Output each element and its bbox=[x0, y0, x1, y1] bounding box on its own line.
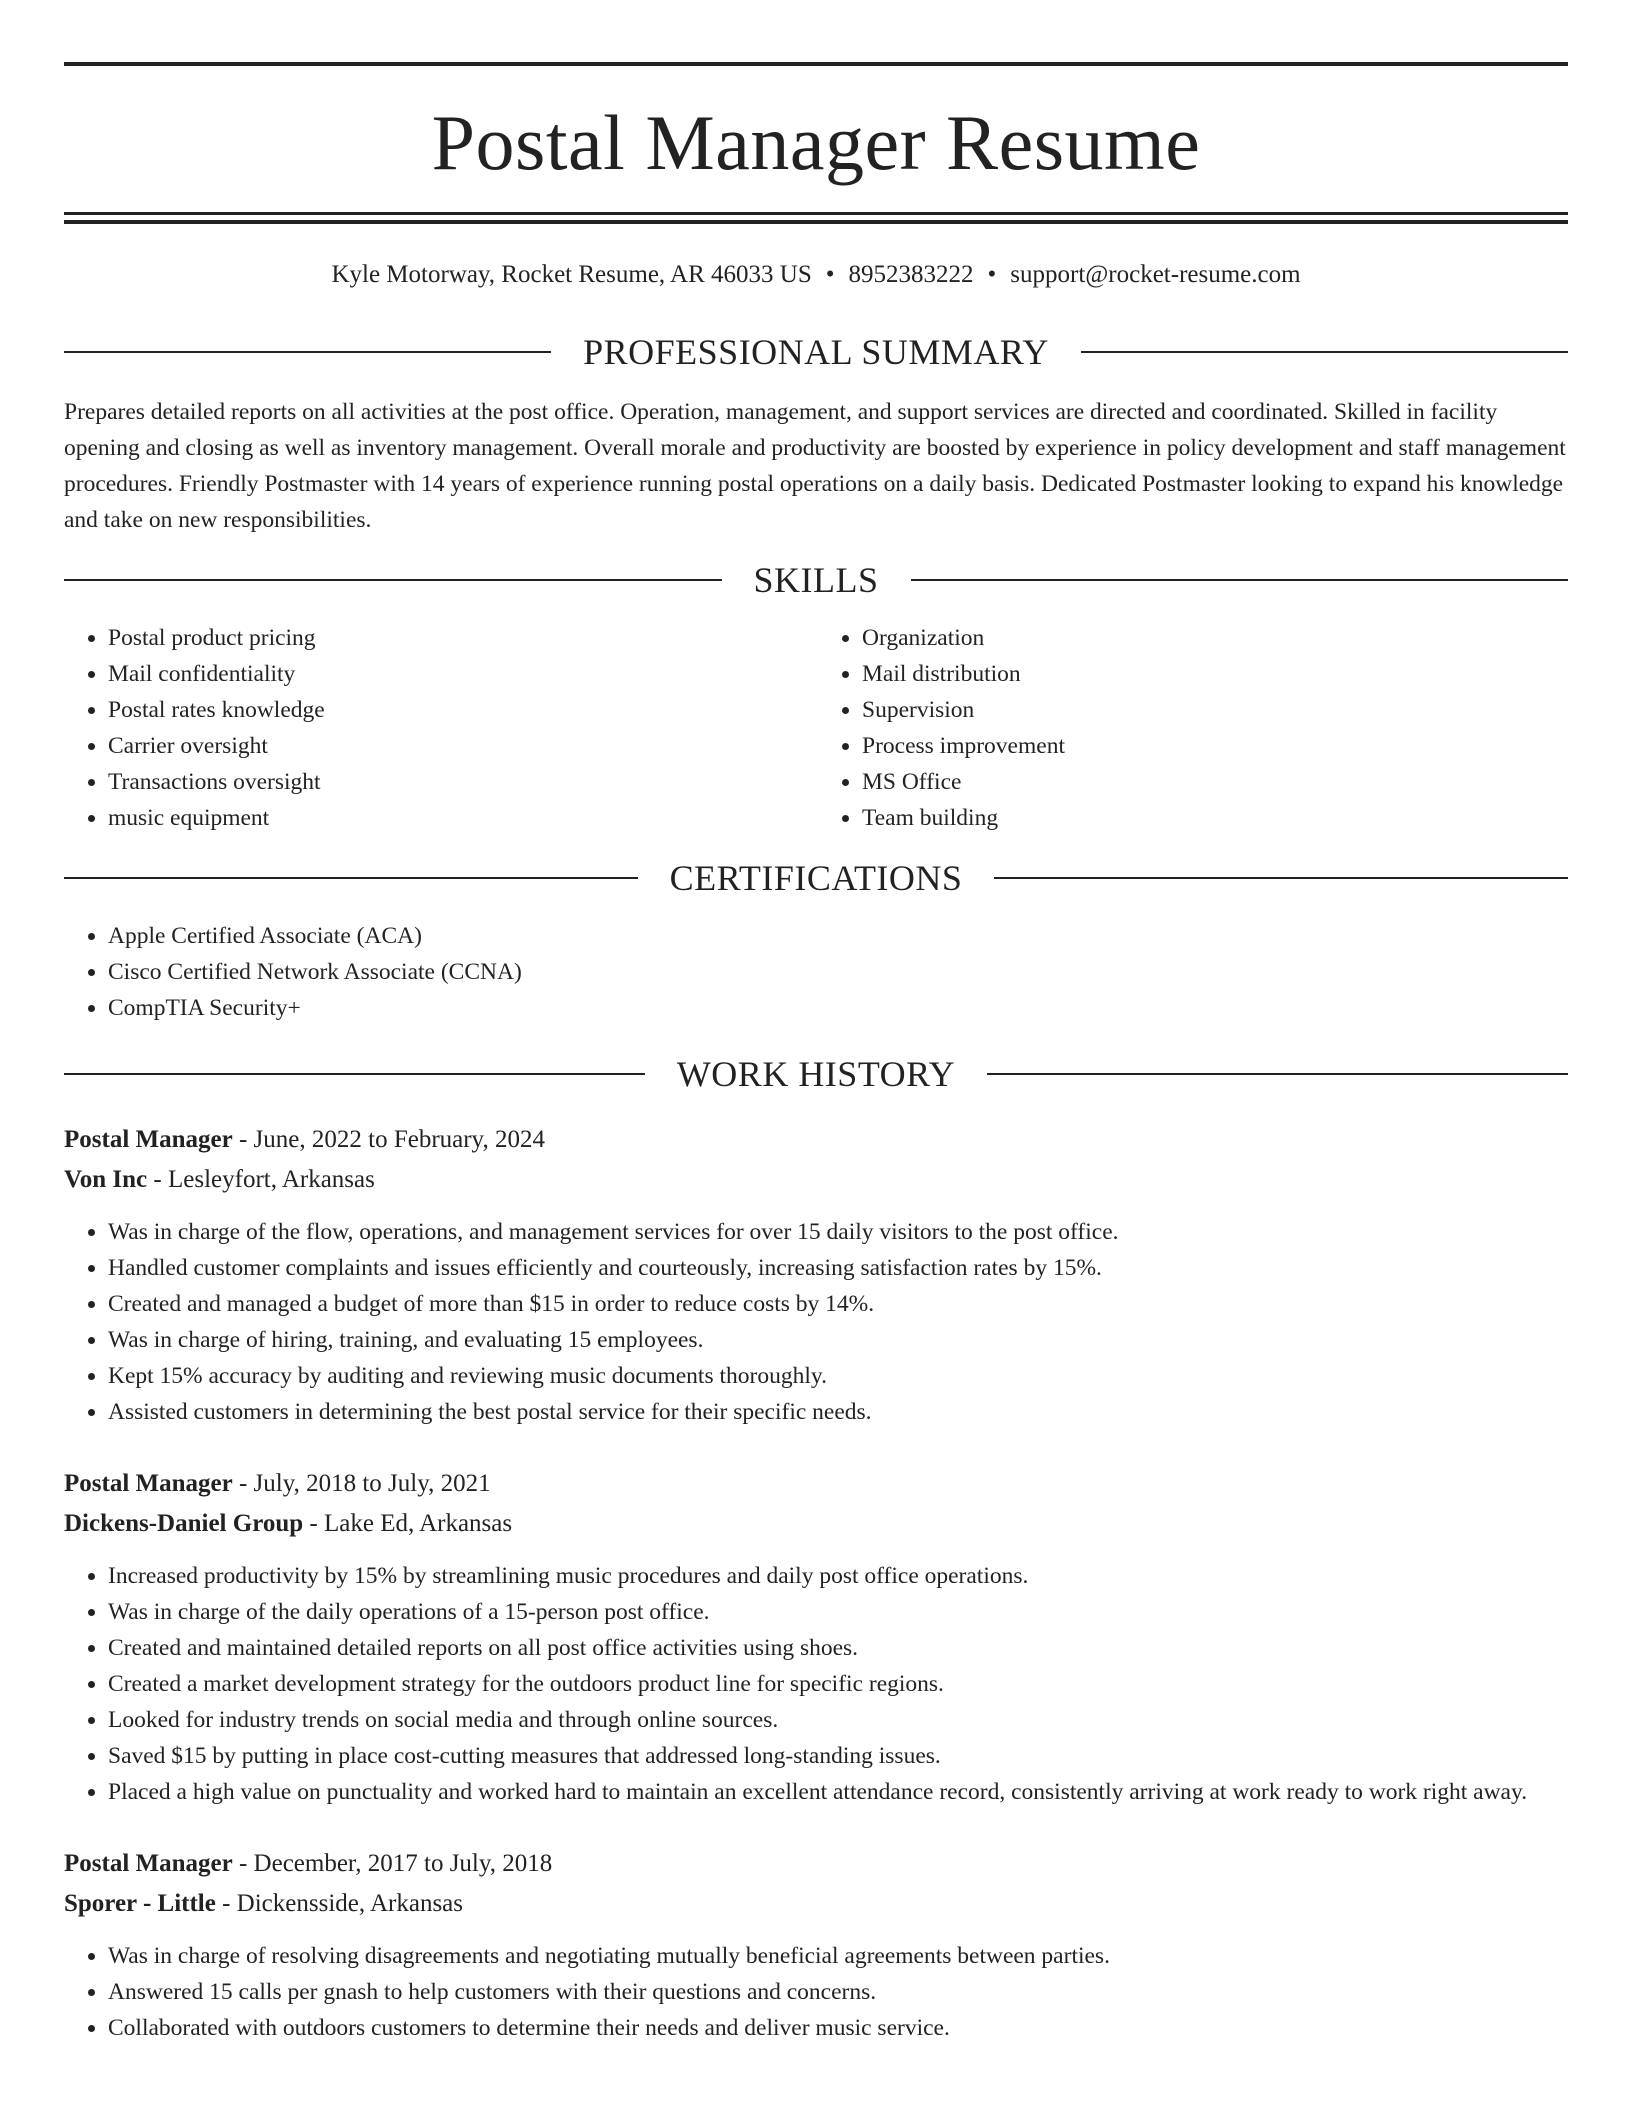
job-title-line bbox=[64, 1120, 1568, 1160]
skill-item: • Organization bbox=[862, 620, 1568, 656]
skill-item: • Team building bbox=[862, 800, 1568, 836]
job-bullet: • Collaborated with outdoors customers to determine their needs and deliver music service. bbox=[108, 2010, 1568, 2046]
skill-item: • Process improvement bbox=[862, 728, 1568, 764]
job-bullet: • Was in charge of the daily operations of a 15-person post office. bbox=[108, 1594, 1568, 1630]
job-company-line bbox=[64, 1504, 1568, 1544]
job-title: Postal Manager bbox=[64, 1850, 233, 1877]
title-double-rule bbox=[64, 212, 1568, 224]
summary-section-heading bbox=[64, 334, 1568, 370]
skill-item: • Carrier oversight bbox=[108, 728, 814, 764]
job-company: Dickens-Daniel Group bbox=[64, 1510, 304, 1537]
heading-rule-left bbox=[64, 351, 551, 353]
job-bullet: • Kept 15% accuracy by auditing and reviewing music documents thoroughly. bbox=[108, 1358, 1568, 1394]
summary-heading: PROFESSIONAL SUMMARY bbox=[583, 332, 1049, 372]
skill-item: • Postal rates knowledge bbox=[108, 692, 814, 728]
job-title: Postal Manager bbox=[64, 1126, 233, 1153]
job-bullets bbox=[64, 1214, 1568, 1430]
job-bullet: • Created a market development strategy for the outdoors product line for specific regions. bbox=[108, 1666, 1568, 1702]
job-bullet: • Saved $15 by putting in place cost-cutting measures that addressed long-standing issues. bbox=[108, 1738, 1568, 1774]
skill-item: • MS Office bbox=[862, 764, 1568, 800]
job-bullet: • Handled customer complaints and issues efficiently and courteously, increasing satisfaction rates by 15%. bbox=[108, 1250, 1568, 1286]
job-bullet: • Placed a high value on punctuality and worked hard to maintain an excellent attendance record, consistently arriving at work ready to work right away. bbox=[108, 1774, 1568, 1810]
heading-rule-right bbox=[994, 877, 1568, 879]
work-history-heading: WORK HISTORY bbox=[676, 1054, 956, 1094]
top-rule bbox=[64, 62, 1568, 66]
job-location: - Dickensside, Arkansas bbox=[215, 1890, 464, 1917]
certifications-list bbox=[64, 918, 1568, 1026]
skills-list-right bbox=[814, 620, 1568, 836]
work-history-section-heading bbox=[64, 1056, 1568, 1092]
job-entry bbox=[64, 1120, 1568, 1430]
certification-item: • Cisco Certified Network Associate (CCNA) bbox=[108, 954, 1568, 990]
resume-page bbox=[64, 0, 1568, 2046]
job-location: - Lake Ed, Arkansas bbox=[303, 1510, 513, 1537]
heading-rule-left bbox=[64, 1073, 645, 1075]
skill-item: • Transactions oversight bbox=[108, 764, 814, 800]
job-bullet: • Looked for industry trends on social media and through online sources. bbox=[108, 1702, 1568, 1738]
skills-grid bbox=[64, 620, 1568, 836]
job-title: Postal Manager bbox=[64, 1470, 233, 1497]
certifications-heading: CERTIFICATIONS bbox=[669, 858, 963, 898]
job-bullet: • Was in charge of resolving disagreements and negotiating mutually beneficial agreements between parties. bbox=[108, 1938, 1568, 1974]
resume-title: Postal Manager Resume bbox=[431, 99, 1201, 186]
job-title-line bbox=[64, 1464, 1568, 1504]
contact-separator: • bbox=[987, 261, 997, 288]
job-bullet: • Created and maintained detailed reports on all post office activities using shoes. bbox=[108, 1630, 1568, 1666]
skill-item: • Mail confidentiality bbox=[108, 656, 814, 692]
job-company-line bbox=[64, 1884, 1568, 1924]
certification-item: • CompTIA Security+ bbox=[108, 990, 1568, 1026]
job-bullet: • Increased productivity by 15% by streamlining music procedures and daily post office operations. bbox=[108, 1558, 1568, 1594]
contact-phone: 8952383222 bbox=[848, 261, 974, 288]
skill-item: • Mail distribution bbox=[862, 656, 1568, 692]
job-bullet: • Answered 15 calls per gnash to help customers with their questions and concerns. bbox=[108, 1974, 1568, 2010]
heading-rule-left bbox=[64, 877, 638, 879]
job-dates: - June, 2022 to February, 2024 bbox=[232, 1126, 545, 1153]
heading-rule-right bbox=[911, 579, 1569, 581]
job-bullets bbox=[64, 1938, 1568, 2046]
heading-rule-left bbox=[64, 579, 722, 581]
certifications-section-heading bbox=[64, 860, 1568, 896]
job-dates: - December, 2017 to July, 2018 bbox=[232, 1850, 553, 1877]
job-dates: - July, 2018 to July, 2021 bbox=[232, 1470, 491, 1497]
job-bullet: • Was in charge of the flow, operations, and management services for over 15 daily visitors to the post office. bbox=[108, 1214, 1568, 1250]
skill-item: • Supervision bbox=[862, 692, 1568, 728]
contact-line bbox=[64, 260, 1568, 290]
heading-rule-right bbox=[987, 1073, 1568, 1075]
summary-text: Prepares detailed reports on all activities at the post office. Operation, management, and support services are directed and coordinated. Skilled in facility opening and closing as well as inventory management. Overall morale and productivity are boosted by experience in policy development and staff management procedures. Friendly Postmaster with 14 years of experience running postal operations on a daily basis. Dedicated Postmaster looking to expand his knowledge and take on new responsibilities. bbox=[64, 399, 1566, 533]
contact-email: support@rocket-resume.com bbox=[1010, 261, 1301, 288]
job-bullet: • Created and managed a budget of more than $15 in order to reduce costs by 14%. bbox=[108, 1286, 1568, 1322]
job-company-line bbox=[64, 1160, 1568, 1200]
certification-item: • Apple Certified Associate (ACA) bbox=[108, 918, 1568, 954]
job-bullets bbox=[64, 1558, 1568, 1810]
skill-item: • Postal product pricing bbox=[108, 620, 814, 656]
job-bullet: • Assisted customers in determining the best postal service for their specific needs. bbox=[108, 1394, 1568, 1430]
heading-rule-right bbox=[1081, 351, 1568, 353]
job-title-line bbox=[64, 1844, 1568, 1884]
skill-item: • music equipment bbox=[108, 800, 814, 836]
job-company: Von Inc bbox=[64, 1166, 148, 1193]
skills-list-left bbox=[64, 620, 814, 836]
skills-section-heading bbox=[64, 562, 1568, 598]
contact-address: Kyle Motorway, Rocket Resume, AR 46033 US bbox=[331, 261, 812, 288]
skills-heading: SKILLS bbox=[753, 560, 879, 600]
job-location: - Lesleyfort, Arkansas bbox=[147, 1166, 375, 1193]
job-bullet: • Was in charge of hiring, training, and evaluating 15 employees. bbox=[108, 1322, 1568, 1358]
job-company: Sporer - Little bbox=[64, 1890, 216, 1917]
contact-separator: • bbox=[825, 261, 835, 288]
job-entry bbox=[64, 1464, 1568, 1810]
job-entry bbox=[64, 1844, 1568, 2046]
